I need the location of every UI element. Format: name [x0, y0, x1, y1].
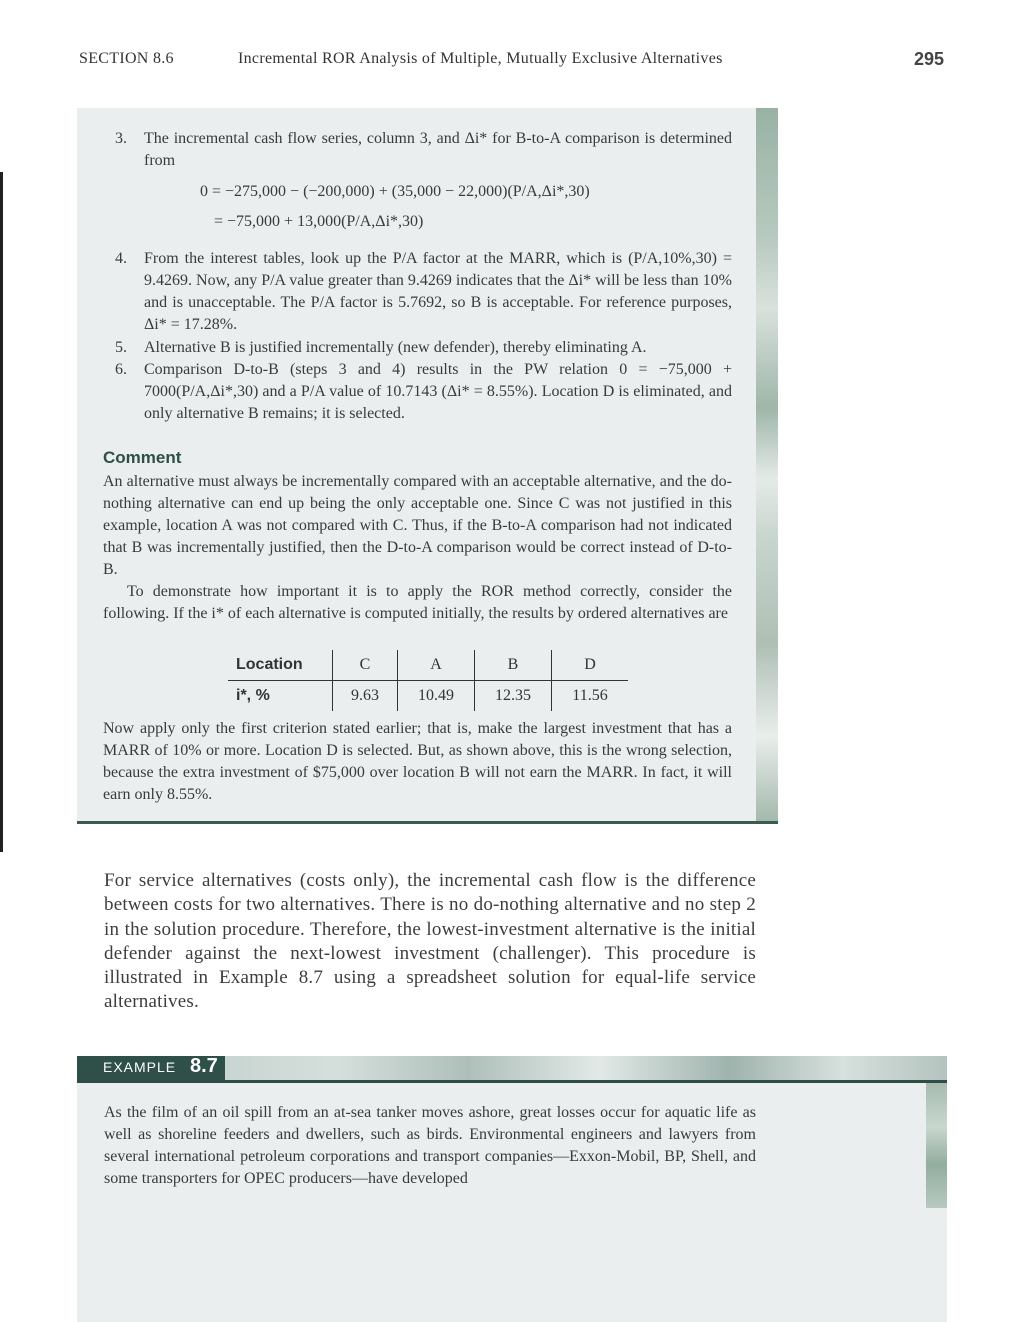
- comment-paragraph-1: An alternative must always be incrementally compared with an acceptable alternative, and the do-nothing alternative can end up being the only acceptable one. Since C was not justified in this example, location A was not compared with C. Thus, if the B-to-A comparison had not indicated that B was incrementally justified, then the D-to-A comparison would be correct instead of D-to-B.: [103, 473, 732, 578]
- step-text: Comparison D-to-B (steps 3 and 4) results in the PW relation 0 = −75,000 + 7000(P/A,Δi*,30) and a P/A value of 10.7143 (Δi* = 8.55%). Location D is eliminated, and only alternative B remains; it is selected.: [144, 361, 732, 422]
- step-number: 4.: [115, 250, 127, 267]
- example-number: 8.7: [190, 1055, 218, 1077]
- step-text: Alternative B is justified incrementally (new defender), thereby eliminating A.: [144, 339, 647, 356]
- example-text: As the film of an oil spill from an at-sea tanker moves ashore, great losses occur for aquatic life as well as shoreline feeders and dwellers, such as birds. Environmental engineers and lawyers from several international petroleum corporations and transport companies—Exxon-Mobil, BP, Shell, and some transporters for OPEC producers—have developed: [104, 1104, 756, 1187]
- column-header: A: [398, 650, 475, 681]
- equation-line-2: = −75,000 + 13,000(P/A,Δi*,30): [214, 213, 424, 230]
- body-paragraph: For service alternatives (costs only), the incremental cash flow is the difference between costs for two alternatives. There is no do-nothing alternative and no step 2 in the solution procedure. Therefore, the lowest-investment alternative is the initial defender against the next-lowest investment (challenger). This procedure is illustrated in Example 8.7 using a spreadsheet solution for equal-life service alternatives.: [104, 870, 756, 1013]
- step-number: 5.: [115, 339, 127, 356]
- step-number: 6.: [115, 361, 127, 378]
- table-cell: 10.49: [398, 681, 475, 712]
- panel-bottom-rule: [77, 821, 778, 824]
- example-solution-panel: [77, 108, 777, 822]
- step-number: 3.: [115, 130, 127, 147]
- column-header: C: [333, 650, 398, 681]
- example-label: EXAMPLE: [103, 1059, 177, 1075]
- section-label: SECTION 8.6: [79, 50, 174, 67]
- comment-heading: Comment: [103, 448, 182, 467]
- table-cell: 12.35: [475, 681, 552, 712]
- irr-table: [228, 650, 628, 711]
- decorative-side-bar: [926, 1083, 947, 1208]
- comment-paragraph-3: Now apply only the first criterion stated earlier; that is, make the largest investment that has a MARR of 10% or more. Location D is selected. But, as shown above, this is the wrong selection, because the extra investment of $75,000 over location B will not earn the MARR. In fact, it will earn only 8.55%.: [103, 720, 732, 803]
- step-text: The incremental cash flow series, column 3, and Δi* for B-to-A comparison is determined from: [144, 130, 732, 169]
- table-row: [228, 650, 628, 681]
- scan-edge: [0, 172, 3, 852]
- running-title: Incremental ROR Analysis of Multiple, Mutually Exclusive Alternatives: [238, 50, 723, 67]
- equation-line-1: 0 = −275,000 − (−200,000) + (35,000 − 22,000)(P/A,Δi*,30): [200, 183, 590, 200]
- table-cell: 11.56: [552, 681, 629, 712]
- table-row: [228, 681, 628, 712]
- row-label-location: Location: [228, 650, 333, 681]
- row-label-irr: i*, %: [236, 687, 270, 704]
- column-header: B: [475, 650, 552, 681]
- step-text: From the interest tables, look up the P/A factor at the MARR, which is (P/A,10%,30) = 9.4269. Now, any P/A value greater than 9.4269 indicates that the Δi* will be less than 10% and is unacceptable. The P/A factor is 5.7692, so B is acceptable. For reference purposes, Δi* = 17.28%.: [144, 250, 732, 333]
- table-cell: 9.63: [333, 681, 398, 712]
- column-header: D: [552, 650, 629, 681]
- page-number: 295: [914, 49, 945, 69]
- comment-paragraph-2: To demonstrate how important it is to apply the ROR method correctly, consider the following. If the i* of each alternative is computed initially, the results by ordered alternatives are: [103, 583, 732, 622]
- decorative-side-bar: [756, 108, 778, 822]
